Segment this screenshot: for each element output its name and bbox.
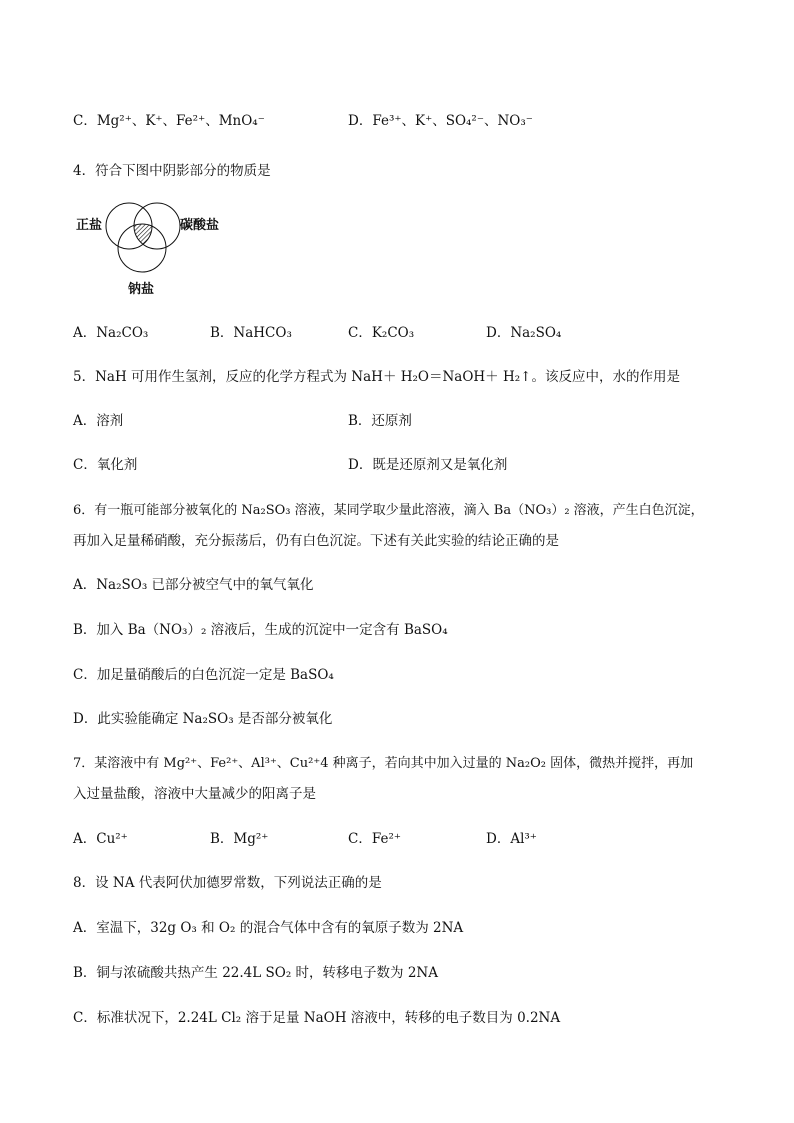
q7-option-b: B．Mg²⁺: [210, 831, 269, 847]
q6-option-a: A．Na₂SO₃ 已部分被空气中的氧气氧化: [73, 577, 314, 593]
venn-diagram: [76, 200, 236, 300]
q5-option-b: B．还原剂: [348, 413, 412, 429]
q3-option-c: C．Mg²⁺、K⁺、Fe²⁺、MnO₄⁻: [73, 113, 265, 129]
q7-option-d: D．Al³⁺: [486, 831, 537, 847]
q4-option-a: A．Na₂CO₃: [73, 325, 149, 341]
venn-label-carbonate: 碳酸盐: [180, 218, 220, 233]
q5-option-d: D．既是还原剂又是氧化剂: [348, 457, 508, 473]
q6-option-d: D．此实验能确定 Na₂SO₃ 是否部分被氧化: [73, 711, 333, 727]
q4-option-d: D．Na₂SO₄: [486, 325, 562, 341]
q6-stem-line2: 再加入足量稀硝酸，充分振荡后，仍有白色沉淀。下述有关此实验的结论正确的是: [73, 533, 559, 549]
q8-option-b: B．铜与浓硫酸共热产生 22.4L SO₂ 时，转移电子数为 2NA: [73, 965, 438, 981]
q4-option-b: B．NaHCO₃: [210, 325, 292, 341]
q8-option-c: C．标准状况下，2.24L Cl₂ 溶于足量 NaOH 溶液中，转移的电子数目为 0.2NA: [73, 1010, 561, 1026]
q5-option-a: A．溶剂: [73, 413, 124, 429]
q4-stem: 4．符合下图中阴影部分的物质是: [73, 163, 271, 179]
q5-stem: 5．NaH 可用作生氢剂，反应的化学方程式为 NaH＋ H₂O＝NaOH＋ H₂↑。该反应中，水的作用是: [73, 369, 680, 385]
q5-option-c: C．氧化剂: [73, 457, 138, 473]
q6-option-c: C．加足量硝酸后的白色沉淀一定是 BaSO₄: [73, 667, 334, 683]
q7-option-a: A．Cu²⁺: [73, 831, 128, 847]
q8-stem: 8．设 NA 代表阿伏加德罗常数，下列说法正确的是: [73, 875, 382, 891]
q7-stem-line2: 入过量盐酸，溶液中大量减少的阳离子是: [73, 786, 316, 802]
q6-option-b: B．加入 Ba（NO₃）₂ 溶液后，生成的沉淀中一定含有 BaSO₄: [73, 622, 448, 638]
q8-option-a: A．室温下，32g O₃ 和 O₂ 的混合气体中含有的氧原子数为 2NA: [73, 920, 464, 936]
venn-label-sodium-salt: 钠盐: [128, 282, 155, 297]
q3-option-d: D．Fe³⁺、K⁺、SO₄²⁻、NO₃⁻: [348, 113, 533, 129]
q7-stem-line1: 7．某溶液中有 Mg²⁺、Fe²⁺、Al³⁺、Cu²⁺4 种离子，若向其中加入过量的 Na₂O₂ 固体，微热并搅拌，再加: [73, 756, 694, 771]
q4-option-c: C．K₂CO₃: [348, 325, 415, 341]
q6-stem-line1: 6．有一瓶可能部分被氧化的 Na₂SO₃ 溶液，某同学取少量此溶液，滴入 Ba（NO₃）₂ 溶液，产生白色沉淀，: [73, 503, 704, 518]
venn-label-normal-salt: 正盐: [76, 218, 103, 233]
q7-option-c: C．Fe²⁺: [348, 831, 401, 847]
